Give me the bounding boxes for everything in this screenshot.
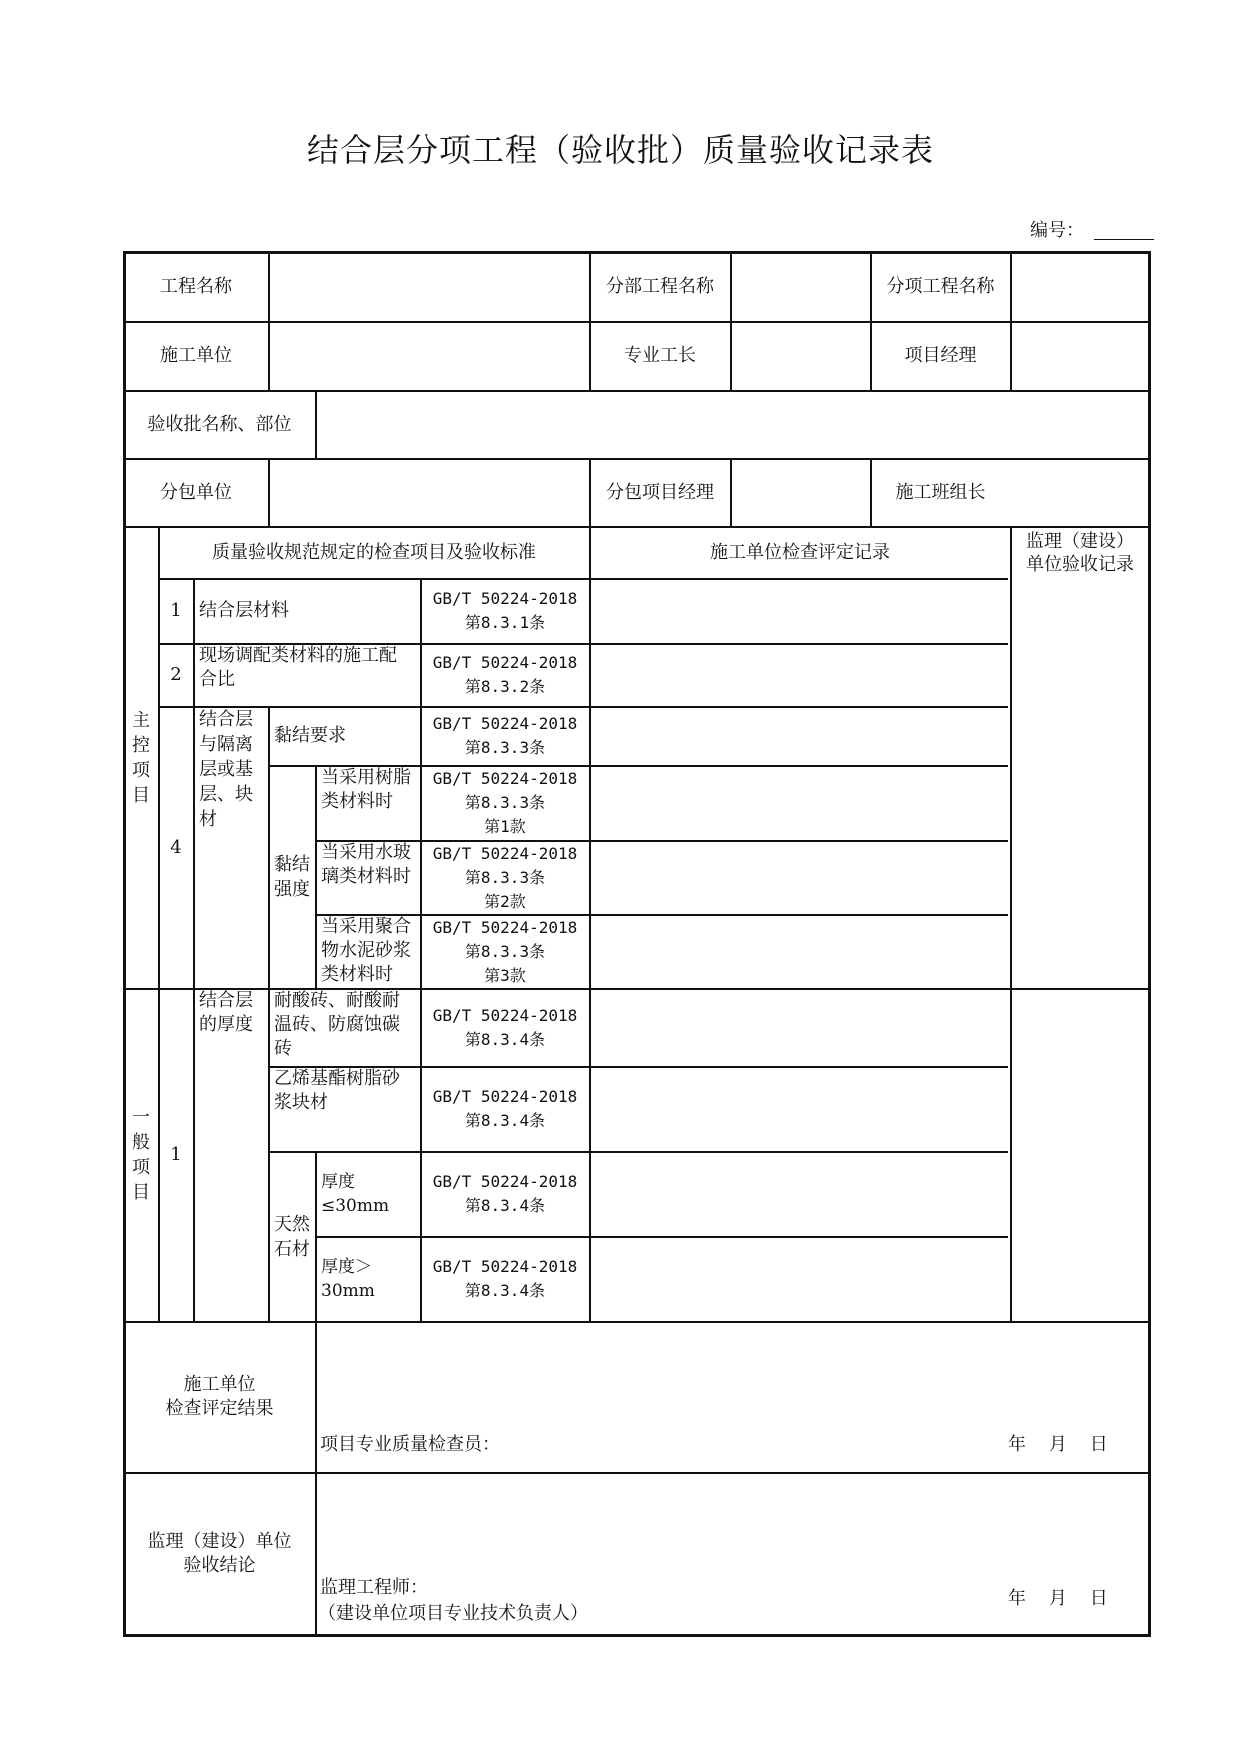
foreman-label: 专业工长: [624, 345, 696, 366]
item-standard: GB/T 50224-2018 第8.3.3条: [432, 714, 578, 757]
item-standard: GB/T 50224-2018 第8.3.1条: [432, 589, 578, 632]
contractor-record-cell[interactable]: [590, 989, 1010, 1066]
item-standard: GB/T 50224-2018 第8.3.3条 第2款: [432, 843, 578, 911]
bond-strength-label: 黏结 强度: [274, 854, 310, 900]
item-name: 结合层 与隔离 层或基 层、块 材: [199, 709, 253, 830]
subcontractor-field[interactable]: [269, 459, 589, 526]
supervising-engineer-label: 监理工程师：: [320, 1577, 428, 1598]
item-number: 1: [170, 1144, 182, 1165]
general-items-section-label: 一 般 项 目: [132, 1107, 150, 1203]
supervisor-record-cell[interactable]: [1011, 579, 1149, 1321]
item-number: 2: [170, 664, 182, 685]
contractor-record-cell[interactable]: [590, 579, 1010, 643]
supervisor-conclusion-label: 监理（建设）单位 验收结论: [147, 1531, 292, 1576]
serial-number-field[interactable]: [1094, 239, 1154, 240]
main-control-section-label: 主 控 项 目: [132, 709, 150, 806]
subcontract-manager-field[interactable]: [731, 459, 870, 526]
item-standard: GB/T 50224-2018 第8.3.2条: [432, 653, 578, 696]
material-type: 耐酸砖、耐酸耐 温砖、防腐蚀碳 砖: [274, 990, 400, 1059]
team-leader-field[interactable]: [1011, 459, 1149, 526]
strength-condition: 当采用树脂 类材料时: [321, 767, 411, 812]
project-name-field[interactable]: [269, 252, 589, 321]
item-name: 结合层 的厚度: [199, 990, 253, 1035]
contractor-record-cell[interactable]: [590, 766, 1010, 840]
standard-column-header: 质量验收规范规定的检查项目及验收标准: [212, 541, 536, 563]
sub-item-name-label: 分项工程名称: [886, 275, 995, 297]
material-type: 乙烯基酯树脂砂 浆块材: [274, 1068, 400, 1113]
date-label: 年 月 日: [1008, 1588, 1108, 1609]
natural-stone-label: 天然 石材: [274, 1213, 310, 1260]
strength-condition: 当采用水玻 璃类材料时: [321, 842, 411, 887]
item-name: 结合层材料: [199, 600, 289, 621]
item-standard: GB/T 50224-2018 第8.3.3条 第3款: [432, 917, 578, 985]
sub-division-name-field[interactable]: [731, 252, 870, 321]
date-label: 年 月 日: [1008, 1434, 1108, 1455]
project-name-label: 工程名称: [160, 275, 232, 297]
contractor-record-cell[interactable]: [590, 841, 1010, 914]
project-manager-field[interactable]: [1011, 322, 1149, 390]
subcontract-manager-label: 分包项目经理: [606, 481, 714, 503]
contractor-record-cell[interactable]: [590, 644, 1010, 706]
thickness-condition: 厚度≤30mm: [321, 1172, 390, 1216]
item-standard: GB/T 50224-2018 第8.3.4条: [432, 1257, 578, 1300]
contractor-record-cell[interactable]: [590, 1237, 1010, 1321]
contractor-label: 施工单位: [160, 345, 232, 366]
item-number: 1: [170, 600, 182, 621]
page-title: 结合层分项工程（验收批）质量验收记录表: [306, 131, 934, 169]
quality-inspector-label: 项目专业质量检查员：: [320, 1434, 500, 1455]
item-standard: GB/T 50224-2018 第8.3.4条: [432, 1172, 578, 1215]
contractor-record-column-header: 施工单位检查评定记录: [710, 541, 890, 563]
item-standard: GB/T 50224-2018 第8.3.4条: [432, 1087, 578, 1130]
foreman-field[interactable]: [731, 322, 870, 390]
contractor-record-cell[interactable]: [590, 1152, 1010, 1236]
sub-item-name-field[interactable]: [1011, 252, 1149, 321]
sub-division-name-label: 分部工程名称: [606, 275, 714, 297]
item-name: 现场调配类材料的施工配 合比: [199, 645, 397, 690]
item-standard: GB/T 50224-2018 第8.3.4条: [432, 1005, 578, 1049]
contractor-field[interactable]: [269, 322, 589, 390]
batch-name-location-label: 验收批名称、部位: [147, 413, 292, 435]
project-manager-label: 项目经理: [904, 345, 977, 366]
contractor-record-cell[interactable]: [590, 1067, 1010, 1151]
thickness-condition: 厚度＞30mm: [321, 1257, 375, 1301]
contractor-result-label: 施工单位 检查评定结果: [165, 1374, 274, 1419]
subcontractor-label: 分包单位: [160, 481, 232, 503]
serial-number-label: 编号：: [1030, 220, 1084, 241]
contractor-record-cell[interactable]: [590, 915, 1010, 988]
batch-name-location-field[interactable]: [316, 391, 1149, 458]
team-leader-label: 施工班组长: [895, 481, 986, 503]
contractor-record-cell[interactable]: [590, 707, 1010, 765]
owner-technical-lead-note: （建设单位项目专业技术负责人）: [318, 1603, 588, 1624]
strength-condition: 当采用聚合 物水泥砂浆 类材料时: [321, 916, 411, 985]
item-standard: GB/T 50224-2018 第8.3.3条 第1款: [432, 769, 578, 836]
bond-requirement-label: 黏结要求: [274, 725, 346, 746]
supervisor-record-column-header: 监理（建设） 单位验收记录: [1026, 530, 1134, 575]
item-number: 4: [170, 836, 182, 858]
